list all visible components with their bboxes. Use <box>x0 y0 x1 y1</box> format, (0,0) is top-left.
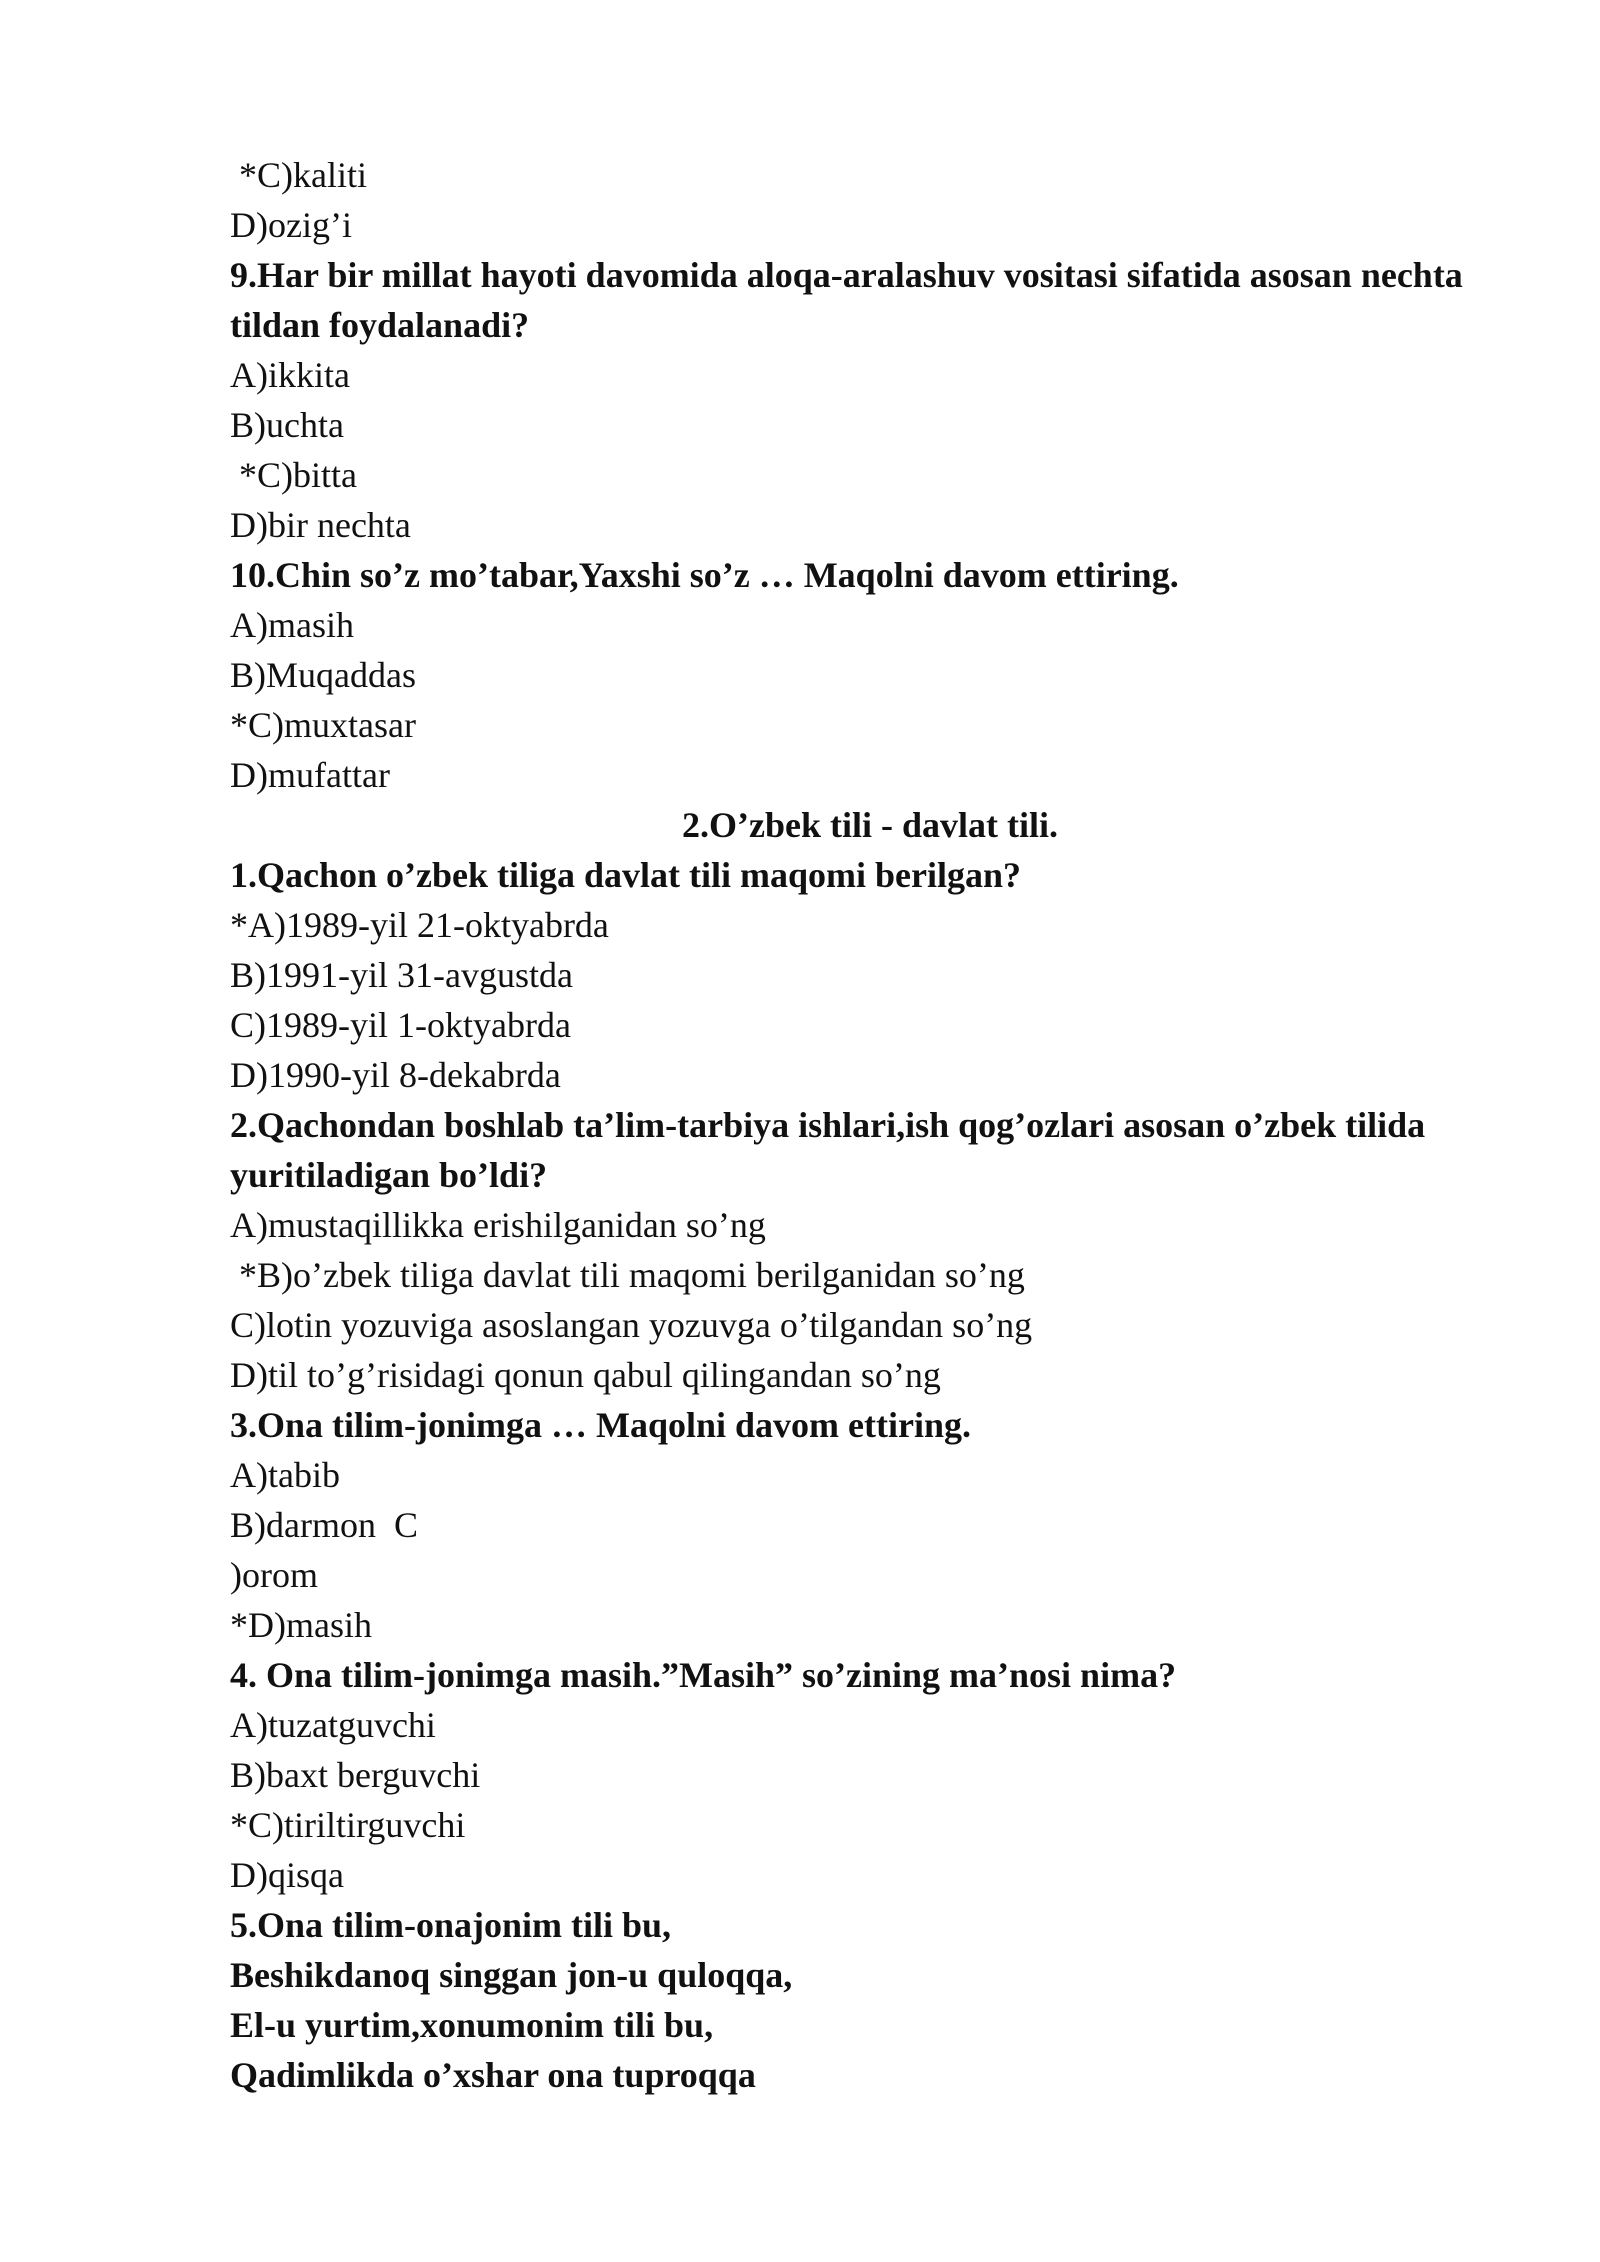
option-line: *B)o’zbek tiliga davlat tili maqomi berilganidan so’ng <box>230 1255 1025 1295</box>
question-line: 1.Qachon o’zbek tiliga davlat tili maqomi berilgan? <box>230 855 1022 895</box>
option-line: A)tabib <box>230 1455 340 1495</box>
poem-line: El-u yurtim,xonumonim tili bu, <box>230 2005 714 2045</box>
option-line: D)1990-yil 8-dekabrda <box>230 1055 561 1095</box>
option-line: C)1989-yil 1-oktyabrda <box>230 1005 571 1045</box>
option-line: A)ikkita <box>230 355 350 395</box>
option-line: *C)bitta <box>230 455 357 495</box>
option-line: *C)kaliti <box>230 155 367 195</box>
option-line: B)baxt berguvchi <box>230 1755 481 1795</box>
option-line: B)uchta <box>230 405 344 445</box>
poem-line: Beshikdanoq singgan jon-u quloqqa, <box>230 1955 793 1995</box>
option-line: *C)muxtasar <box>230 705 416 745</box>
poem-line: 5.Ona tilim-onajonim tili bu, <box>230 1905 672 1945</box>
document-page <box>230 150 1510 2100</box>
poem-line: Qadimlikda o’xshar ona tuproqqa <box>230 2055 756 2095</box>
question-line: 2.Qachondan boshlab ta’lim-tarbiya ishlari,ish qog’ozlari asosan o’zbek tilida yuritiladigan bo’ldi? <box>230 1105 1426 1195</box>
option-line: *D)masih <box>230 1605 372 1645</box>
question-line: 3.Ona tilim-jonimga … Maqolni davom ettiring. <box>230 1405 971 1445</box>
option-line: )orom <box>230 1555 318 1595</box>
option-line: D)til to’g’risidagi qonun qabul qilingandan so’ng <box>230 1355 941 1395</box>
option-line: A)mustaqillikka erishilganidan so’ng <box>230 1205 766 1245</box>
question-line: 9.Har bir millat hayoti davomida aloqa-aralashuv vositasi sifatida asosan nechta tildan foydalanadi? <box>230 255 1463 345</box>
option-line: B)darmon C <box>230 1505 418 1545</box>
question-line: 4. Ona tilim-jonimga masih.”Masih” so’zining ma’nosi nima? <box>230 1655 1177 1695</box>
option-line: B)Muqaddas <box>230 655 416 695</box>
option-line: *A)1989-yil 21-oktyabrda <box>230 905 609 945</box>
question-line: 10.Chin so’z mo’tabar,Yaxshi so’z … Maqolni davom ettiring. <box>230 555 1179 595</box>
option-line: A)masih <box>230 605 354 645</box>
option-line: *C)tiriltirguvchi <box>230 1805 466 1845</box>
option-line: A)tuzatguvchi <box>230 1705 436 1745</box>
option-line: C)lotin yozuviga asoslangan yozuvga o’tilgandan so’ng <box>230 1305 1033 1345</box>
option-line: D)ozig’i <box>230 205 352 245</box>
option-line: D)bir nechta <box>230 505 411 545</box>
option-line: B)1991-yil 31-avgustda <box>230 955 573 995</box>
section-heading: 2.O’zbek tili - davlat tili. <box>682 805 1058 845</box>
option-line: D)qisqa <box>230 1855 344 1895</box>
option-line: D)mufattar <box>230 755 390 795</box>
